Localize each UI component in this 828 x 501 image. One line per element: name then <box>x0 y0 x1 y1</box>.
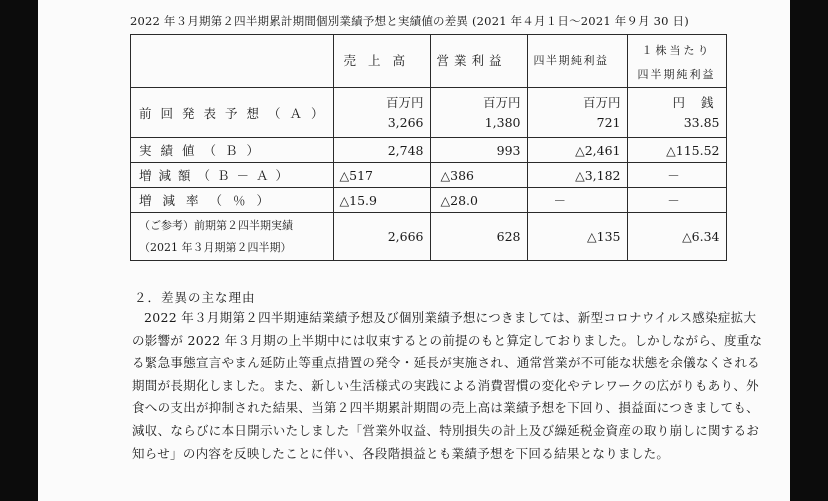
cell-reference-operating-profit: 628 <box>430 213 527 261</box>
cell-forecast-net-income <box>527 88 627 138</box>
row-label-reference <box>131 213 334 261</box>
header-row <box>131 35 727 88</box>
header-eps-line1: １株当たり <box>641 44 712 57</box>
table-row <box>131 213 727 261</box>
value: 33.85 <box>683 114 720 130</box>
value: 3,266 <box>387 114 424 130</box>
cell-actual-operating-profit: 993 <box>430 138 527 163</box>
header-empty-cell <box>131 35 334 88</box>
header-net-income: 四半期純利益 <box>527 35 627 88</box>
cell-reference-eps: △6.34 <box>627 213 726 261</box>
change-amount-label-text: 増減額（Ｂ－Ａ） <box>139 168 296 183</box>
table-row <box>131 163 727 188</box>
cell-change-amount-sales: △517 <box>333 163 430 188</box>
row-label-actual <box>131 138 334 163</box>
table-row <box>131 188 727 213</box>
cell-change-amount-eps: － <box>627 163 726 188</box>
cell-reference-net-income: △135 <box>527 213 627 261</box>
row-label-change-amount <box>131 163 334 188</box>
header-eps <box>627 35 726 88</box>
cell-forecast-operating-profit <box>430 88 527 138</box>
reason-paragraph: 2022 年３月期第２四半期連結業績予想及び個別業績予想につきましては、新型コロナウイルス感染症拡大の影響が 2022 年３月期の上半期中には収束するとの前提のもと算定しておりました。しかしながら、度重なる緊急事態宣言やまん延防止等重点措置の発令・延長が実施され、通常営業が不可能な状態を余儀なくされる期間が長期化しました。また、新しい生活様式の実践による消費習慣の変化やテレワークの広がりもあり、外食への支出が抑制された結果、当第２四半期累計期間の売上高は業績予想を下回り、損益面につきましても、減収、ならびに本日開示いたしました「営業外収益、特別損失の計上及び繰延税金資産の取り崩しに関するお知らせ」の内容を反映したことに伴い、各段階損益とも業績予想を下回る結果となりました。 <box>132 310 763 461</box>
header-sales: 売上高 <box>333 35 430 88</box>
cell-change-amount-net-income: △3,182 <box>527 163 627 188</box>
unit-label: 百万円 <box>583 94 621 110</box>
cell-reference-sales: 2,666 <box>333 213 430 261</box>
forecast-label-text: 前回発表予想（Ａ） <box>139 105 333 121</box>
value: 1,380 <box>484 114 521 130</box>
actual-label-text: 実績値（Ｂ） <box>139 143 269 158</box>
value: 721 <box>596 114 621 130</box>
unit-label: 百万円 <box>386 94 424 110</box>
table-row <box>131 88 727 138</box>
cell-actual-net-income: △2,461 <box>527 138 627 163</box>
reference-label-line2: （2021 年３月期第２四半期） <box>139 240 292 254</box>
document-page <box>38 0 790 501</box>
forecast-vs-actual-table <box>130 34 727 261</box>
row-label-forecast <box>131 88 334 138</box>
cell-forecast-sales <box>333 88 430 138</box>
row-label-change-rate <box>131 188 334 213</box>
cell-change-amount-operating-profit: △386 <box>430 163 527 188</box>
cell-change-rate-operating-profit: △28.0 <box>430 188 527 213</box>
section-heading: ２．差異の主な理由 <box>134 290 256 305</box>
unit-label: 円 銭 <box>672 94 720 110</box>
cell-actual-eps: △115.52 <box>627 138 726 163</box>
reference-label-line1: （ご参考）前期第２四半期実績 <box>139 218 293 232</box>
header-eps-line2: 四半期純利益 <box>637 68 716 81</box>
cell-change-rate-sales: △15.9 <box>333 188 430 213</box>
cell-actual-sales: 2,748 <box>333 138 430 163</box>
unit-label: 百万円 <box>483 94 521 110</box>
table-title: 2022 年３月期第２四半期累計期間個別業績予想と実績値の差異 (2021 年４月１日～2021 年９月 30 日) <box>130 14 689 28</box>
header-operating-profit: 営業利益 <box>430 35 527 88</box>
change-rate-label-text: 増減率（％） <box>139 193 281 208</box>
table-row <box>131 138 727 163</box>
cell-change-rate-eps: － <box>627 188 726 213</box>
cell-forecast-eps <box>627 88 726 138</box>
cell-change-rate-net-income: － <box>527 188 627 213</box>
